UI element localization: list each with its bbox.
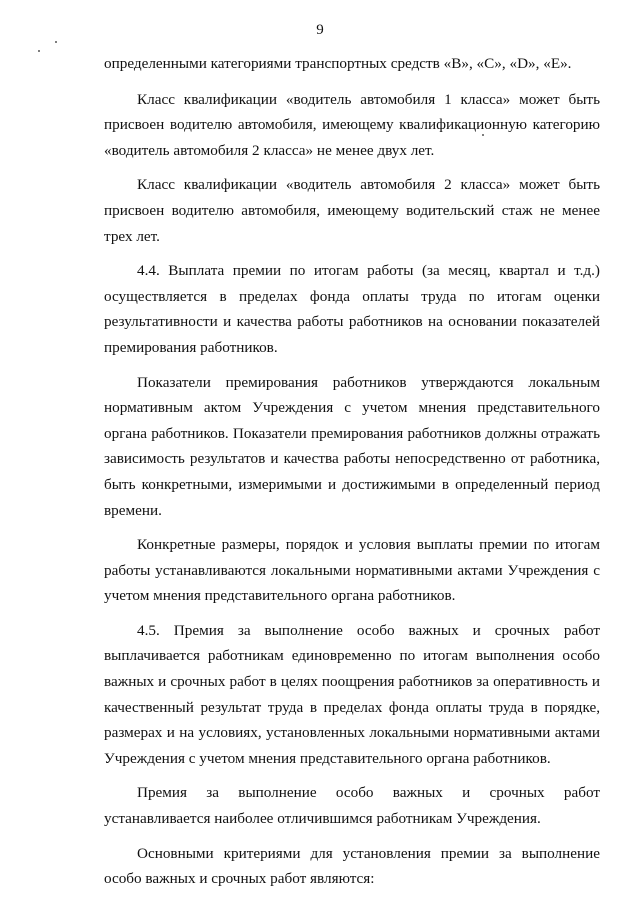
paragraph-main-criteria: Основными критериями для установления премии за выполнение особо важных и срочных работ являются:	[104, 844, 600, 888]
paragraph-distinguished-workers: Премия за выполнение особо важных и срочных работ устанавливается наиболее отличившимся работникам Учреждения.	[104, 784, 600, 828]
scan-speck	[55, 41, 57, 43]
paragraph-bonus-indicators: Показатели премирования работников утверждаются локальным нормативным актом Учреждения с учетом мнения представительного органа работников. Показатели премирования работников должны отражать зависимость результатов и качества работы непосредственно от работника, быть конкретными, измеримыми и достижимыми в определенный период времени.	[104, 373, 600, 519]
paragraph-continuation: определенными категориями транспортных средств «B», «C», «D», «E».	[104, 55, 572, 72]
paragraph-4-5: 4.5. Премия за выполнение особо важных и срочных работ выплачивается работникам единовременно по итогам выполнения особо важных и срочных работ в целях поощрения работников за оперативность и качественный результат труда в пределах фонда оплаты труда в порядке, размерах и на условиях, установленных локальными нормативными актами Учреждения с учетом мнения представительного органа работников.	[104, 621, 600, 767]
scan-speck	[38, 50, 40, 52]
paragraph-class-2: Класс квалификации «водитель автомобиля 2 класса» может быть присвоен водителю автомобиля, имеющему водительский стаж не менее трех лет.	[104, 176, 600, 245]
page-number: 9	[316, 22, 324, 38]
document-body	[104, 51, 600, 901]
paragraph-class-1: Класс квалификации «водитель автомобиля 1 класса» может быть присвоен водителю автомобиля, имеющему квалификационную категорию «водитель автомобиля 2 класса» не менее двух лет.	[104, 90, 600, 159]
paragraph-4-4: 4.4. Выплата премии по итогам работы (за месяц, квартал и т.д.) осуществляется в пределах фонда оплаты труда по итогам оценки результативности и качества работы работников на основании показателей премирования работников.	[104, 262, 600, 356]
paragraph-bonus-sizes: Конкретные размеры, порядок и условия выплаты премии по итогам работы устанавливаются локальными нормативными актами Учреждения с учетом мнения представительного органа работников.	[104, 536, 600, 605]
